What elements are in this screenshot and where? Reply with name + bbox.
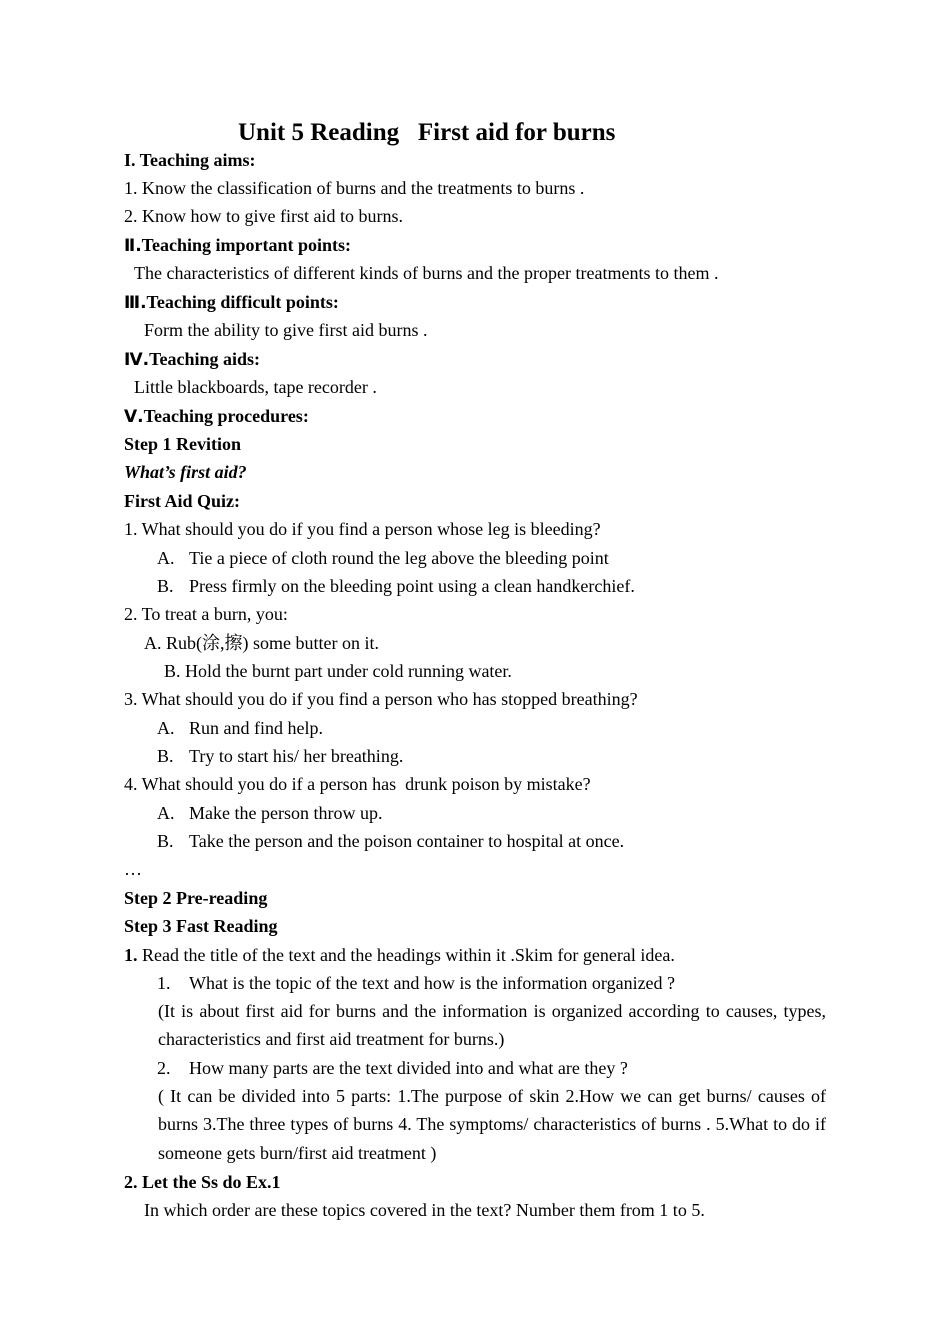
fast-reading-question-2: [157, 1057, 628, 1079]
option-marker: B.: [157, 746, 174, 766]
option-marker: A.: [157, 718, 175, 738]
difficult-points-text: Form the ability to give first aid burns .: [144, 320, 428, 340]
option-marker: A.: [157, 548, 175, 568]
roman-numeral-4: Ⅳ.: [124, 350, 150, 370]
task1-line: [124, 944, 675, 966]
quiz-question-1: 1. What should you do if you find a person whose leg is bleeding?: [124, 519, 601, 539]
step3-heading: Step 3 Fast Reading: [124, 916, 278, 936]
roman-numeral-5: Ⅴ.: [124, 407, 144, 427]
quiz-q3-option-b: [157, 745, 403, 767]
step2-heading: Step 2 Pre-reading: [124, 888, 268, 908]
option-marker: B.: [157, 831, 174, 851]
fast-reading-answer-2: ( It can be divided into 5 parts: 1.The purpose of skin 2.How we can get burns/ causes of burns 3.The three types of burns 4. The symptoms/ characteristics of burns . 5.What to do if someone gets burn/first aid treatment ): [158, 1086, 826, 1163]
question-number: 2.: [157, 1058, 171, 1078]
quiz-q4-option-b: [157, 830, 624, 852]
important-points-text: The characteristics of different kinds of burns and the proper treatments to them .: [134, 263, 719, 283]
fast-reading-answer-1: (It is about first aid for burns and the information is organized according to causes, types, characteristics and first aid treatment for burns.): [158, 1001, 826, 1050]
roman-numeral-3: Ⅲ.: [124, 293, 147, 313]
step1-heading: Step 1 Revition: [124, 434, 241, 454]
question-number: 1.: [157, 973, 171, 993]
option-text: Try to start his/ her breathing.: [189, 746, 404, 766]
option-text: Press firmly on the bleeding point using a clean handkerchief.: [189, 576, 635, 596]
quiz-q3-option-a: [157, 717, 323, 739]
quiz-question-4: 4. What should you do if a person has drunk poison by mistake?: [124, 774, 591, 794]
roman-numeral-2: Ⅱ.: [124, 236, 142, 256]
quiz-question-3: 3. What should you do if you find a person who has stopped breathing?: [124, 689, 638, 709]
quiz-q2-option-b: B. Hold the burnt part under cold running water.: [164, 661, 512, 681]
option-text: Tie a piece of cloth round the leg above the bleeding point: [189, 548, 609, 568]
task1-text: Read the title of the text and the headings within it .Skim for general idea.: [137, 945, 675, 965]
aim-item-2: 2. Know how to give first aid to burns.: [124, 206, 403, 226]
difficult-points-heading: [124, 291, 339, 314]
fast-reading-question-1: [157, 972, 675, 994]
important-points-label: Teaching important points:: [141, 235, 352, 255]
important-points-heading: [124, 234, 351, 257]
teaching-aids-text: Little blackboards, tape recorder .: [134, 377, 377, 397]
teaching-aids-label: Teaching aids:: [149, 349, 261, 369]
aim-item-1: 1. Know the classification of burns and the treatments to burns .: [124, 178, 585, 198]
quiz-question-2: 2. To treat a burn, you:: [124, 604, 288, 624]
option-marker: B.: [157, 576, 174, 596]
teaching-aims-heading: I. Teaching aims:: [124, 150, 256, 170]
quiz-q4-option-a: [157, 802, 382, 824]
option-text: Take the person and the poison container to hospital at once.: [189, 831, 625, 851]
option-marker: A.: [157, 803, 175, 823]
page-title: Unit 5 Reading First aid for burns: [238, 119, 616, 146]
quiz-heading: First Aid Quiz:: [124, 491, 240, 511]
option-text: Make the person throw up.: [189, 803, 383, 823]
step1-question: What’s first aid?: [124, 462, 247, 482]
question-text: How many parts are the text divided into and what are they ?: [189, 1058, 628, 1078]
quiz-q2-option-a: A. Rub(涂,擦) some butter on it.: [144, 633, 379, 653]
task2-heading: 2. Let the Ss do Ex.1: [124, 1172, 281, 1192]
quiz-q1-option-b: [157, 575, 635, 597]
question-text: What is the topic of the text and how is the information organized ?: [189, 973, 676, 993]
quiz-q1-option-a: [157, 547, 609, 569]
procedures-label: Teaching procedures:: [143, 406, 309, 426]
difficult-points-label: Teaching difficult points:: [146, 292, 339, 312]
quiz-ellipsis: …: [124, 859, 142, 879]
teaching-aids-heading: [124, 348, 260, 371]
procedures-heading: [124, 405, 309, 428]
option-text: Run and find help.: [189, 718, 323, 738]
task2-text: In which order are these topics covered in the text? Number them from 1 to 5.: [144, 1200, 705, 1220]
task1-number: 1.: [124, 945, 138, 965]
